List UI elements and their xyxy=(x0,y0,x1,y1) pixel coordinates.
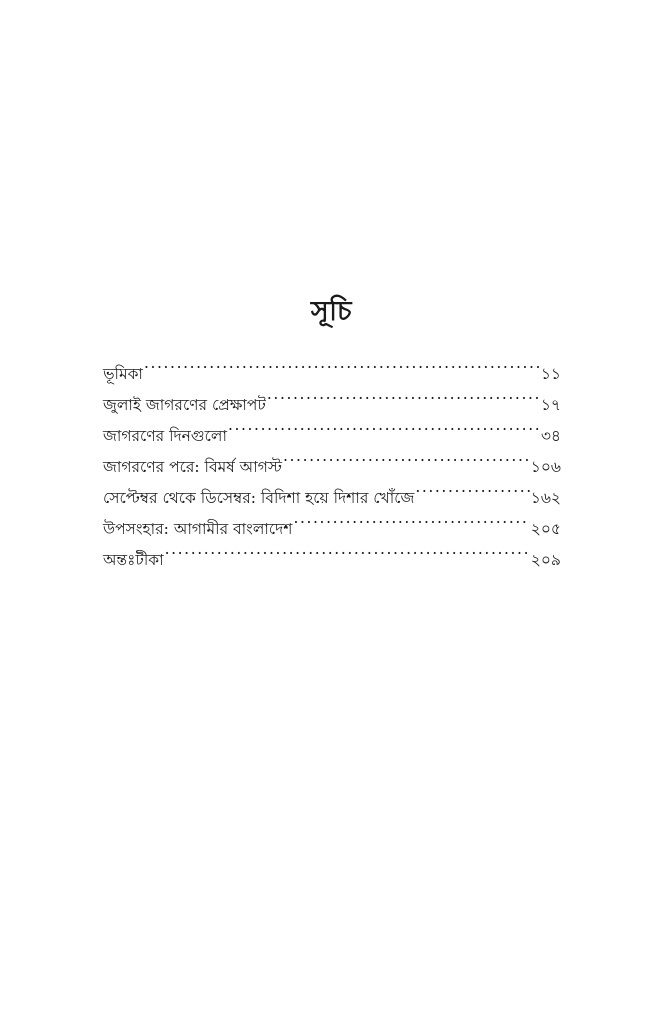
toc-entry[interactable] xyxy=(103,348,561,383)
toc-entry-page: ৩৪ xyxy=(540,427,561,445)
toc-entry-label: জাগরণের দিনগুলো xyxy=(103,427,227,445)
toc-entry-page: ১৭ xyxy=(540,396,561,414)
toc-entry-label: জুলাই জাগরণের প্রেক্ষাপট xyxy=(103,396,266,414)
toc-title: সূচি xyxy=(310,296,353,327)
toc-dot-leader xyxy=(293,503,529,534)
toc-entry-page: ২০৯ xyxy=(530,551,561,569)
toc-entry[interactable] xyxy=(103,534,561,569)
toc-dot-leader xyxy=(267,379,540,410)
toc-entry-page: ১০৬ xyxy=(530,458,561,476)
toc-entry-page: ১৬২ xyxy=(530,489,561,507)
toc-dot-leader xyxy=(165,534,530,565)
toc-dot-leader xyxy=(415,472,529,503)
toc-entry-label: উপসংহার: আগামীর বাংলাদেশ xyxy=(103,520,293,538)
toc-entry-label: অন্তঃটীকা xyxy=(103,551,164,569)
toc-entry-page: ১১ xyxy=(540,365,561,383)
toc-dot-leader xyxy=(283,441,530,472)
toc-entry-label: সেপ্টেম্বর থেকে ডিসেম্বর: বিদিশা হয়ে দিশার খোঁজে xyxy=(103,489,415,507)
toc-entry-page: ২০৫ xyxy=(530,520,561,538)
toc-entry[interactable] xyxy=(103,379,561,414)
toc-dot-leader xyxy=(144,348,540,379)
table-of-contents xyxy=(103,348,561,569)
toc-entry-label: জাগরণের পরে: বিমর্ষ আগস্ট xyxy=(103,458,282,476)
toc-entry-label: ভূমিকা xyxy=(103,365,143,383)
toc-dot-leader xyxy=(228,410,540,441)
